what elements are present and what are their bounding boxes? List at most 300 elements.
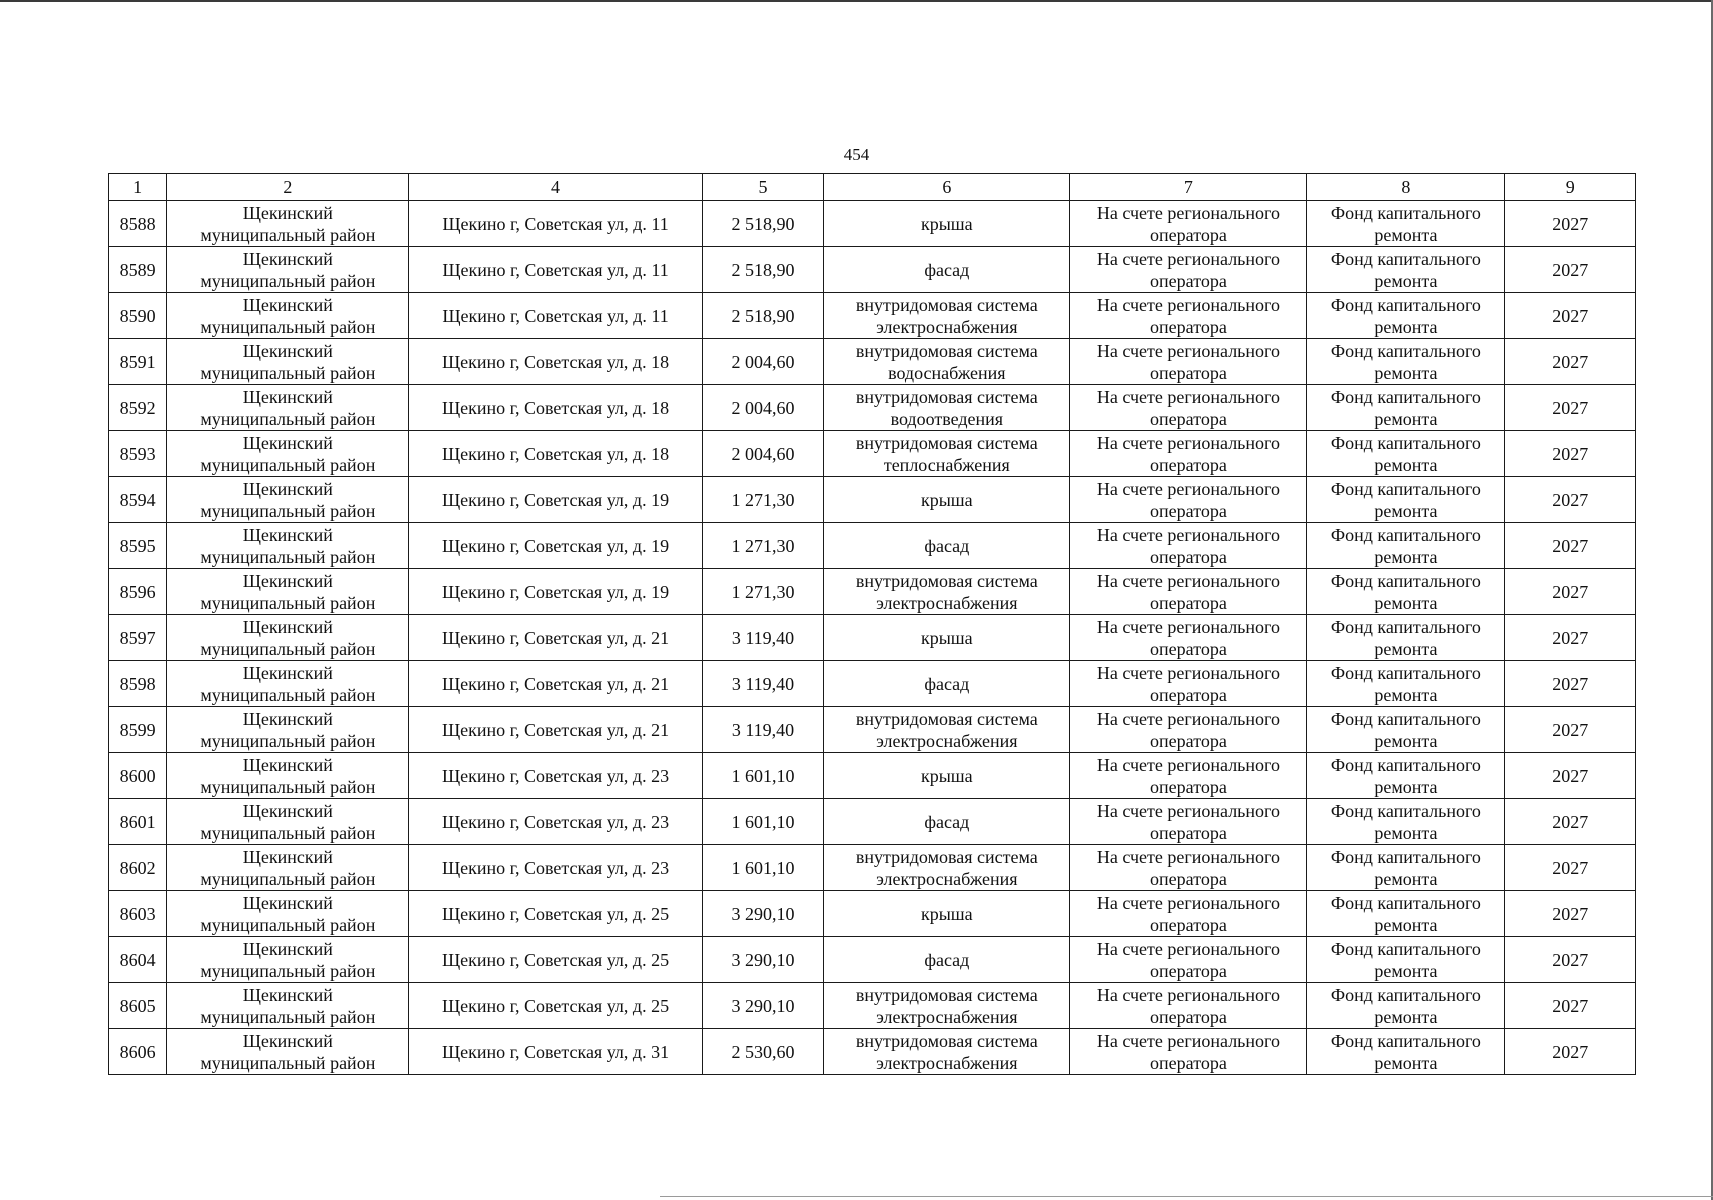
cell-district xyxy=(167,477,409,523)
cell-district-line-2: муниципальный район xyxy=(200,730,376,751)
cell-work-type xyxy=(824,983,1070,1029)
cell-year: 2027 xyxy=(1505,661,1636,707)
cell-district-line-1: Щекинский xyxy=(242,1030,333,1051)
cell-area: 1 601,10 xyxy=(702,799,824,845)
cell-fund-account xyxy=(1070,477,1307,523)
cell-funding-source xyxy=(1307,937,1505,983)
cell-area: 3 290,10 xyxy=(702,983,824,1029)
cell-funding-source-line-2: ремонта xyxy=(1374,638,1438,659)
cell-year: 2027 xyxy=(1505,891,1636,937)
cell-work-type-line-2: водоснабжения xyxy=(888,362,1006,383)
cell-fund-account-line-1: На счете регионального xyxy=(1096,570,1280,591)
cell-row-number: 8594 xyxy=(109,477,167,523)
cell-funding-source-line-1: Фонд капитального xyxy=(1330,570,1481,591)
cell-funding-source xyxy=(1307,753,1505,799)
cell-fund-account xyxy=(1070,983,1307,1029)
table-row xyxy=(109,937,1636,983)
cell-work-type xyxy=(824,845,1070,891)
cell-district xyxy=(167,891,409,937)
cell-fund-account-line-1: На счете регионального xyxy=(1096,478,1280,499)
cell-work-type-line-2: электроснабжения xyxy=(876,1052,1018,1073)
column-header-4: 4 xyxy=(409,174,702,201)
cell-fund-account-line-1: На счете регионального xyxy=(1096,432,1280,453)
cell-work-type xyxy=(824,661,1070,707)
table-row xyxy=(109,247,1636,293)
cell-row-number: 8599 xyxy=(109,707,167,753)
cell-area: 3 119,40 xyxy=(702,615,824,661)
cell-year: 2027 xyxy=(1505,431,1636,477)
table-row xyxy=(109,983,1636,1029)
cell-district xyxy=(167,523,409,569)
cell-work-type-line-1: фасад xyxy=(924,673,970,694)
cell-year: 2027 xyxy=(1505,339,1636,385)
cell-district xyxy=(167,845,409,891)
cell-work-type-line-2: электроснабжения xyxy=(876,868,1018,889)
cell-fund-account xyxy=(1070,937,1307,983)
cell-district-line-2: муниципальный район xyxy=(200,592,376,613)
cell-row-number: 8590 xyxy=(109,293,167,339)
cell-work-type xyxy=(824,707,1070,753)
cell-funding-source-line-2: ремонта xyxy=(1374,454,1438,475)
cell-district-line-2: муниципальный район xyxy=(200,500,376,521)
cell-district-line-1: Щекинский xyxy=(242,478,333,499)
cell-district xyxy=(167,799,409,845)
scan-edge-top xyxy=(0,0,1713,2)
cell-area: 2 004,60 xyxy=(702,339,824,385)
cell-funding-source xyxy=(1307,431,1505,477)
cell-district-line-1: Щекинский xyxy=(242,386,333,407)
cell-work-type-line-1: фасад xyxy=(924,949,970,970)
cell-fund-account xyxy=(1070,615,1307,661)
cell-district xyxy=(167,431,409,477)
cell-district-line-2: муниципальный район xyxy=(200,454,376,475)
cell-area: 1 271,30 xyxy=(702,523,824,569)
cell-district xyxy=(167,983,409,1029)
cell-address: Щекино г, Советская ул, д. 19 xyxy=(409,569,702,615)
cell-year: 2027 xyxy=(1505,201,1636,247)
cell-work-type-line-1: внутридомовая система xyxy=(855,294,1038,315)
cell-fund-account-line-1: На счете регионального xyxy=(1096,386,1280,407)
cell-work-type-line-1: фасад xyxy=(924,535,970,556)
table-row xyxy=(109,569,1636,615)
cell-address: Щекино г, Советская ул, д. 25 xyxy=(409,937,702,983)
cell-work-type xyxy=(824,1029,1070,1075)
cell-fund-account-line-2: оператора xyxy=(1150,500,1227,521)
cell-area: 3 290,10 xyxy=(702,891,824,937)
cell-year: 2027 xyxy=(1505,937,1636,983)
cell-district xyxy=(167,247,409,293)
cell-fund-account xyxy=(1070,201,1307,247)
cell-address: Щекино г, Советская ул, д. 31 xyxy=(409,1029,702,1075)
cell-funding-source-line-2: ремонта xyxy=(1374,776,1438,797)
cell-row-number: 8593 xyxy=(109,431,167,477)
table-row xyxy=(109,753,1636,799)
cell-year: 2027 xyxy=(1505,983,1636,1029)
cell-work-type-line-1: внутридомовая система xyxy=(855,340,1038,361)
cell-district-line-2: муниципальный район xyxy=(200,914,376,935)
cell-funding-source xyxy=(1307,247,1505,293)
cell-fund-account-line-2: оператора xyxy=(1150,960,1227,981)
cell-district-line-2: муниципальный район xyxy=(200,408,376,429)
cell-fund-account-line-1: На счете регионального xyxy=(1096,524,1280,545)
cell-funding-source-line-1: Фонд капитального xyxy=(1330,294,1481,315)
cell-district xyxy=(167,201,409,247)
cell-fund-account xyxy=(1070,339,1307,385)
cell-fund-account-line-2: оператора xyxy=(1150,684,1227,705)
cell-funding-source-line-1: Фонд капитального xyxy=(1330,248,1481,269)
cell-district-line-2: муниципальный район xyxy=(200,546,376,567)
cell-fund-account-line-1: На счете регионального xyxy=(1096,800,1280,821)
cell-district-line-1: Щекинский xyxy=(242,524,333,545)
cell-funding-source-line-2: ремонта xyxy=(1374,362,1438,383)
cell-fund-account-line-1: На счете регионального xyxy=(1096,662,1280,683)
cell-funding-source-line-2: ремонта xyxy=(1374,316,1438,337)
table-header xyxy=(109,174,1636,201)
cell-funding-source xyxy=(1307,891,1505,937)
cell-district-line-1: Щекинский xyxy=(242,432,333,453)
cell-address: Щекино г, Советская ул, д. 19 xyxy=(409,523,702,569)
cell-funding-source-line-2: ремонта xyxy=(1374,224,1438,245)
cell-fund-account-line-2: оператора xyxy=(1150,546,1227,567)
column-header-1: 1 xyxy=(109,174,167,201)
cell-funding-source-line-1: Фонд капитального xyxy=(1330,478,1481,499)
cell-district xyxy=(167,753,409,799)
cell-row-number: 8596 xyxy=(109,569,167,615)
table-row xyxy=(109,431,1636,477)
cell-funding-source-line-2: ремонта xyxy=(1374,408,1438,429)
cell-fund-account xyxy=(1070,523,1307,569)
cell-fund-account-line-1: На счете регионального xyxy=(1096,938,1280,959)
cell-fund-account-line-1: На счете регионального xyxy=(1096,202,1280,223)
cell-funding-source-line-2: ремонта xyxy=(1374,500,1438,521)
cell-funding-source xyxy=(1307,1029,1505,1075)
cell-funding-source-line-1: Фонд капитального xyxy=(1330,754,1481,775)
cell-fund-account xyxy=(1070,1029,1307,1075)
cell-work-type-line-1: внутридомовая система xyxy=(855,432,1038,453)
cell-district-line-2: муниципальный район xyxy=(200,684,376,705)
cell-funding-source-line-2: ремонта xyxy=(1374,960,1438,981)
cell-district-line-2: муниципальный район xyxy=(200,224,376,245)
cell-area: 2 004,60 xyxy=(702,385,824,431)
cell-funding-source-line-1: Фонд капитального xyxy=(1330,1030,1481,1051)
cell-fund-account-line-1: На счете регионального xyxy=(1096,892,1280,913)
cell-work-type-line-1: внутридомовая система xyxy=(855,570,1038,591)
cell-funding-source xyxy=(1307,569,1505,615)
cell-year: 2027 xyxy=(1505,707,1636,753)
cell-fund-account xyxy=(1070,569,1307,615)
capital-repair-table xyxy=(108,173,1636,1075)
cell-row-number: 8597 xyxy=(109,615,167,661)
cell-row-number: 8588 xyxy=(109,201,167,247)
cell-district-line-2: муниципальный район xyxy=(200,362,376,383)
cell-year: 2027 xyxy=(1505,845,1636,891)
cell-funding-source-line-2: ремонта xyxy=(1374,914,1438,935)
cell-district xyxy=(167,1029,409,1075)
table-row xyxy=(109,891,1636,937)
cell-funding-source xyxy=(1307,799,1505,845)
table-row xyxy=(109,799,1636,845)
cell-district-line-2: муниципальный район xyxy=(200,868,376,889)
cell-work-type-line-1: внутридомовая система xyxy=(855,386,1038,407)
cell-work-type-line-1: внутридомовая система xyxy=(855,708,1038,729)
cell-work-type-line-2: водоотведения xyxy=(890,408,1004,429)
cell-fund-account-line-2: оператора xyxy=(1150,822,1227,843)
cell-district xyxy=(167,707,409,753)
cell-area: 1 601,10 xyxy=(702,845,824,891)
cell-work-type xyxy=(824,523,1070,569)
cell-district xyxy=(167,293,409,339)
cell-funding-source-line-2: ремонта xyxy=(1374,730,1438,751)
cell-work-type xyxy=(824,891,1070,937)
cell-year: 2027 xyxy=(1505,1029,1636,1075)
cell-fund-account-line-2: оператора xyxy=(1150,316,1227,337)
cell-year: 2027 xyxy=(1505,385,1636,431)
cell-area: 2 530,60 xyxy=(702,1029,824,1075)
table-row xyxy=(109,385,1636,431)
table-row xyxy=(109,293,1636,339)
cell-funding-source xyxy=(1307,477,1505,523)
cell-work-type xyxy=(824,201,1070,247)
cell-district-line-2: муниципальный район xyxy=(200,776,376,797)
cell-funding-source xyxy=(1307,845,1505,891)
cell-row-number: 8591 xyxy=(109,339,167,385)
cell-address: Щекино г, Советская ул, д. 21 xyxy=(409,707,702,753)
table-row xyxy=(109,661,1636,707)
cell-work-type xyxy=(824,799,1070,845)
cell-district-line-1: Щекинский xyxy=(242,754,333,775)
cell-work-type xyxy=(824,431,1070,477)
cell-work-type xyxy=(824,615,1070,661)
cell-work-type xyxy=(824,477,1070,523)
cell-address: Щекино г, Советская ул, д. 25 xyxy=(409,983,702,1029)
cell-district-line-2: муниципальный район xyxy=(200,1052,376,1073)
cell-fund-account-line-2: оператора xyxy=(1150,776,1227,797)
column-header-5: 5 xyxy=(702,174,824,201)
cell-fund-account xyxy=(1070,707,1307,753)
cell-work-type-line-1: крыша xyxy=(920,903,973,924)
cell-fund-account-line-1: На счете регионального xyxy=(1096,1030,1280,1051)
cell-funding-source-line-1: Фонд капитального xyxy=(1330,892,1481,913)
cell-fund-account xyxy=(1070,247,1307,293)
cell-address: Щекино г, Советская ул, д. 18 xyxy=(409,339,702,385)
cell-fund-account-line-1: На счете регионального xyxy=(1096,984,1280,1005)
cell-row-number: 8605 xyxy=(109,983,167,1029)
cell-row-number: 8592 xyxy=(109,385,167,431)
cell-fund-account-line-2: оператора xyxy=(1150,914,1227,935)
cell-funding-source xyxy=(1307,983,1505,1029)
cell-row-number: 8606 xyxy=(109,1029,167,1075)
cell-year: 2027 xyxy=(1505,523,1636,569)
cell-fund-account-line-1: На счете регионального xyxy=(1096,616,1280,637)
cell-work-type-line-2: теплоснабжения xyxy=(883,454,1010,475)
cell-fund-account-line-1: На счете регионального xyxy=(1096,708,1280,729)
cell-work-type-line-1: фасад xyxy=(924,811,970,832)
cell-funding-source-line-2: ремонта xyxy=(1374,1006,1438,1027)
cell-district xyxy=(167,339,409,385)
cell-funding-source xyxy=(1307,339,1505,385)
cell-district-line-1: Щекинский xyxy=(242,938,333,959)
column-header-9: 9 xyxy=(1505,174,1636,201)
cell-funding-source xyxy=(1307,615,1505,661)
cell-work-type-line-1: крыша xyxy=(920,489,973,510)
cell-district-line-1: Щекинский xyxy=(242,984,333,1005)
cell-funding-source-line-1: Фонд капитального xyxy=(1330,432,1481,453)
cell-year: 2027 xyxy=(1505,753,1636,799)
cell-work-type xyxy=(824,385,1070,431)
cell-district xyxy=(167,569,409,615)
cell-fund-account-line-2: оператора xyxy=(1150,408,1227,429)
cell-year: 2027 xyxy=(1505,247,1636,293)
cell-work-type xyxy=(824,569,1070,615)
cell-work-type-line-2: электроснабжения xyxy=(876,730,1018,751)
cell-year: 2027 xyxy=(1505,615,1636,661)
table-row xyxy=(109,201,1636,247)
page-number: 454 xyxy=(843,145,870,164)
cell-funding-source xyxy=(1307,385,1505,431)
cell-district-line-2: муниципальный район xyxy=(200,270,376,291)
cell-row-number: 8602 xyxy=(109,845,167,891)
cell-fund-account-line-1: На счете регионального xyxy=(1096,846,1280,867)
cell-row-number: 8598 xyxy=(109,661,167,707)
cell-address: Щекино г, Советская ул, д. 11 xyxy=(409,247,702,293)
cell-fund-account-line-1: На счете регионального xyxy=(1096,754,1280,775)
cell-address: Щекино г, Советская ул, д. 23 xyxy=(409,753,702,799)
cell-funding-source-line-2: ремонта xyxy=(1374,592,1438,613)
cell-district-line-1: Щекинский xyxy=(242,616,333,637)
cell-fund-account-line-1: На счете регионального xyxy=(1096,294,1280,315)
cell-work-type-line-2: электроснабжения xyxy=(876,1006,1018,1027)
cell-funding-source xyxy=(1307,523,1505,569)
cell-fund-account-line-2: оператора xyxy=(1150,592,1227,613)
cell-funding-source-line-1: Фонд капитального xyxy=(1330,708,1481,729)
cell-work-type xyxy=(824,937,1070,983)
cell-area: 3 290,10 xyxy=(702,937,824,983)
cell-fund-account-line-2: оператора xyxy=(1150,454,1227,475)
cell-district-line-1: Щекинский xyxy=(242,570,333,591)
cell-district-line-1: Щекинский xyxy=(242,294,333,315)
scan-edge-bottom xyxy=(660,1196,1713,1197)
column-header-7: 7 xyxy=(1070,174,1307,201)
table-row xyxy=(109,523,1636,569)
cell-fund-account-line-2: оператора xyxy=(1150,1052,1227,1073)
cell-fund-account-line-2: оператора xyxy=(1150,224,1227,245)
table-row xyxy=(109,1029,1636,1075)
table-row xyxy=(109,707,1636,753)
cell-year: 2027 xyxy=(1505,569,1636,615)
cell-funding-source-line-2: ремонта xyxy=(1374,868,1438,889)
cell-address: Щекино г, Советская ул, д. 23 xyxy=(409,845,702,891)
cell-funding-source-line-2: ремонта xyxy=(1374,1052,1438,1073)
cell-funding-source-line-2: ремонта xyxy=(1374,822,1438,843)
column-header-2: 2 xyxy=(167,174,409,201)
cell-address: Щекино г, Советская ул, д. 21 xyxy=(409,661,702,707)
cell-year: 2027 xyxy=(1505,293,1636,339)
cell-work-type-line-1: крыша xyxy=(920,765,973,786)
column-header-8: 8 xyxy=(1307,174,1505,201)
cell-fund-account xyxy=(1070,845,1307,891)
cell-work-type-line-1: крыша xyxy=(920,213,973,234)
cell-funding-source-line-1: Фонд капитального xyxy=(1330,202,1481,223)
cell-address: Щекино г, Советская ул, д. 11 xyxy=(409,201,702,247)
table-row xyxy=(109,339,1636,385)
cell-district xyxy=(167,385,409,431)
cell-district-line-2: муниципальный район xyxy=(200,1006,376,1027)
cell-funding-source-line-1: Фонд капитального xyxy=(1330,938,1481,959)
cell-funding-source-line-1: Фонд капитального xyxy=(1330,662,1481,683)
cell-area: 1 271,30 xyxy=(702,477,824,523)
cell-funding-source-line-2: ремонта xyxy=(1374,270,1438,291)
cell-row-number: 8604 xyxy=(109,937,167,983)
cell-area: 1 271,30 xyxy=(702,569,824,615)
cell-row-number: 8595 xyxy=(109,523,167,569)
cell-row-number: 8600 xyxy=(109,753,167,799)
cell-address: Щекино г, Советская ул, д. 11 xyxy=(409,293,702,339)
cell-address: Щекино г, Советская ул, д. 18 xyxy=(409,431,702,477)
cell-area: 3 119,40 xyxy=(702,661,824,707)
cell-fund-account-line-2: оператора xyxy=(1150,270,1227,291)
cell-district xyxy=(167,661,409,707)
cell-address: Щекино г, Советская ул, д. 18 xyxy=(409,385,702,431)
header-row xyxy=(109,174,1636,201)
cell-funding-source xyxy=(1307,201,1505,247)
table-row xyxy=(109,845,1636,891)
cell-fund-account-line-2: оператора xyxy=(1150,362,1227,383)
cell-address: Щекино г, Советская ул, д. 21 xyxy=(409,615,702,661)
cell-district xyxy=(167,937,409,983)
cell-funding-source xyxy=(1307,293,1505,339)
cell-district-line-1: Щекинский xyxy=(242,202,333,223)
cell-row-number: 8603 xyxy=(109,891,167,937)
cell-district-line-2: муниципальный район xyxy=(200,960,376,981)
table-row xyxy=(109,477,1636,523)
cell-funding-source-line-1: Фонд капитального xyxy=(1330,340,1481,361)
cell-work-type-line-1: внутридомовая система xyxy=(855,984,1038,1005)
cell-fund-account-line-2: оператора xyxy=(1150,868,1227,889)
cell-district-line-2: муниципальный район xyxy=(200,316,376,337)
cell-fund-account-line-1: На счете регионального xyxy=(1096,340,1280,361)
cell-fund-account-line-2: оператора xyxy=(1150,730,1227,751)
cell-district-line-1: Щекинский xyxy=(242,708,333,729)
cell-funding-source-line-1: Фонд капитального xyxy=(1330,524,1481,545)
cell-district-line-2: муниципальный район xyxy=(200,822,376,843)
cell-row-number: 8601 xyxy=(109,799,167,845)
cell-fund-account xyxy=(1070,753,1307,799)
cell-fund-account xyxy=(1070,385,1307,431)
cell-area: 3 119,40 xyxy=(702,707,824,753)
cell-fund-account-line-2: оператора xyxy=(1150,1006,1227,1027)
cell-district xyxy=(167,615,409,661)
cell-district-line-1: Щекинский xyxy=(242,662,333,683)
cell-fund-account xyxy=(1070,661,1307,707)
cell-year: 2027 xyxy=(1505,477,1636,523)
cell-area: 2 518,90 xyxy=(702,247,824,293)
cell-district-line-1: Щекинский xyxy=(242,892,333,913)
cell-area: 2 004,60 xyxy=(702,431,824,477)
cell-district-line-1: Щекинский xyxy=(242,846,333,867)
cell-fund-account xyxy=(1070,799,1307,845)
cell-fund-account xyxy=(1070,431,1307,477)
cell-funding-source-line-1: Фонд капитального xyxy=(1330,984,1481,1005)
cell-work-type xyxy=(824,293,1070,339)
cell-fund-account-line-2: оператора xyxy=(1150,638,1227,659)
cell-district-line-1: Щекинский xyxy=(242,800,333,821)
table-row xyxy=(109,615,1636,661)
cell-year: 2027 xyxy=(1505,799,1636,845)
cell-work-type-line-1: внутридомовая система xyxy=(855,846,1038,867)
cell-fund-account xyxy=(1070,293,1307,339)
cell-work-type-line-2: электроснабжения xyxy=(876,316,1018,337)
cell-row-number: 8589 xyxy=(109,247,167,293)
